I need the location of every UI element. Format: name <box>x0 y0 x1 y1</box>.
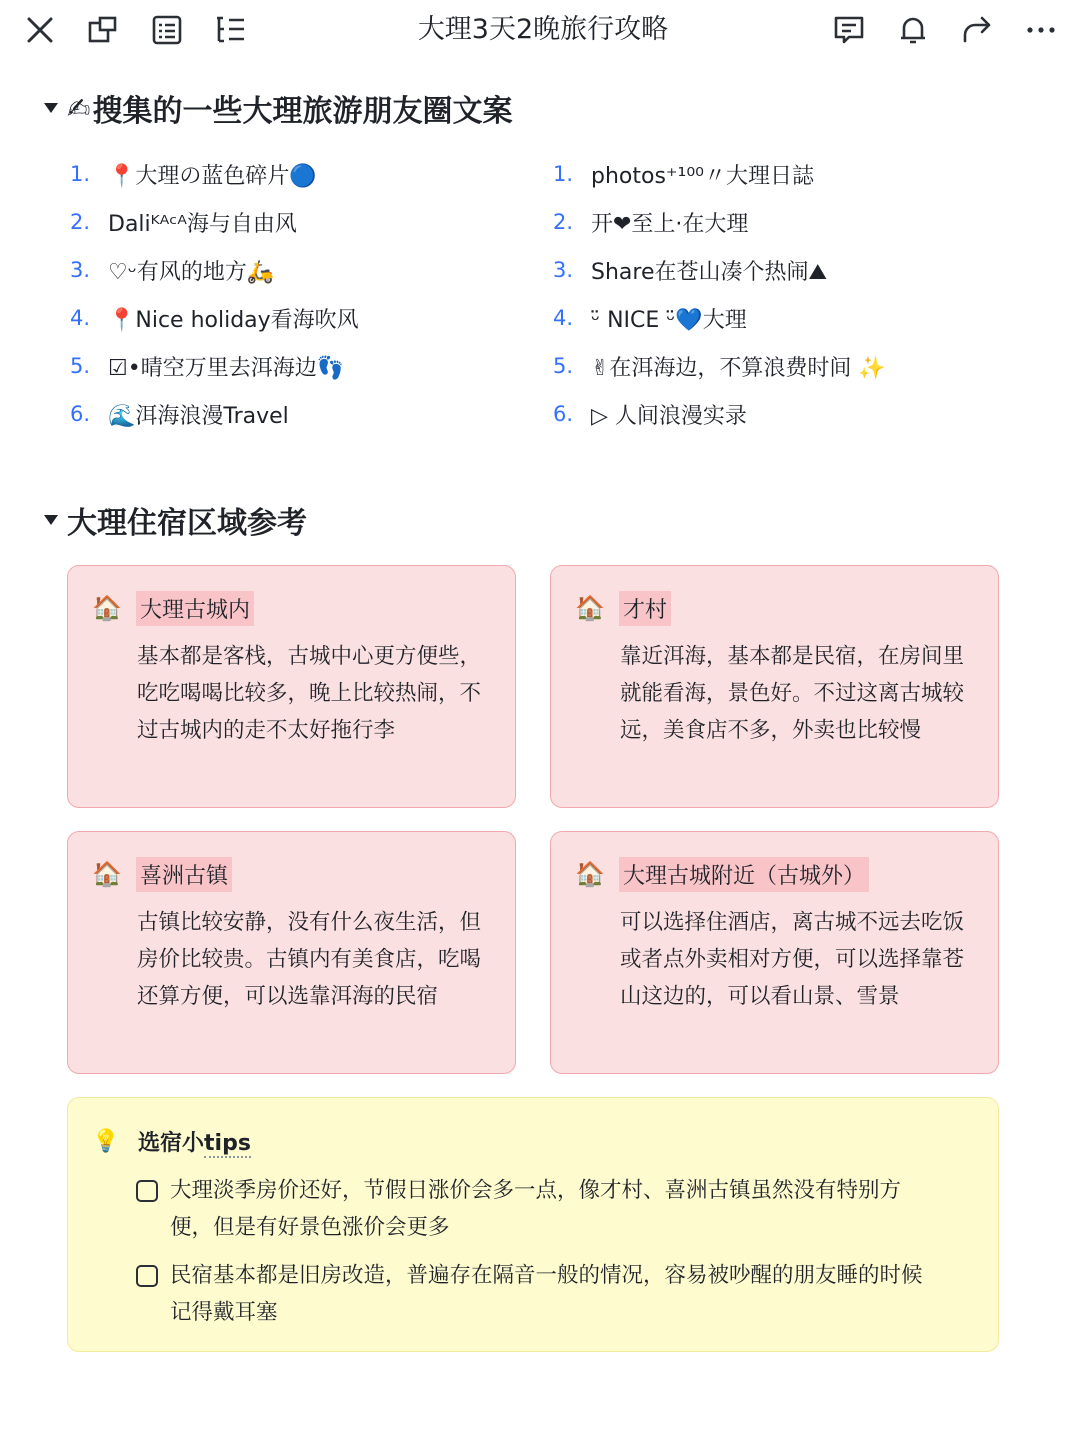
caption-list-left <box>70 150 359 438</box>
list-item: 4. ᵕ̈ NICE ᵕ̈💙大理 <box>553 306 747 333</box>
card-body: 古镇比较安静，没有什么夜生活，但房价比较贵。古镇内有美食店，吃喝还算方便，可以选靠洱海的民宿 <box>137 910 482 1009</box>
caption-list-right <box>553 150 886 438</box>
new-window-icon[interactable] <box>85 12 121 48</box>
top-bar <box>0 0 1080 62</box>
table-of-contents-icon[interactable] <box>213 12 249 48</box>
heading-text: 搜集的一些大理旅游朋友圈文案 <box>92 94 513 129</box>
page-title: 大理3天2晚旅行攻略 <box>417 14 669 45</box>
callout-card-old-town <box>67 565 516 808</box>
light-bulb-icon: 💡 <box>92 1128 120 1154</box>
house-icon: 🏠 <box>575 860 605 888</box>
section-heading-lodging <box>44 497 307 543</box>
list-item: 3. ♡ᵕ有风的地方🛵 <box>70 258 275 285</box>
card-title: 喜洲古镇 <box>136 857 232 892</box>
todo-text: 大理淡季房价还好，节假日涨价会多一点，像才村、喜洲古镇虽然没有特别方便，但是有好景色涨价会更多 <box>170 1178 902 1240</box>
todo-item <box>136 1172 926 1246</box>
card-title: 才村 <box>619 591 671 626</box>
document-outline-icon[interactable] <box>149 12 185 48</box>
tips-title: 选宿小tips <box>138 1130 251 1156</box>
callout-card-caicun <box>550 565 999 808</box>
close-icon[interactable] <box>22 12 58 48</box>
todo-checkbox[interactable] <box>136 1180 158 1202</box>
card-title: 大理古城附近（古城外） <box>619 857 869 892</box>
share-icon[interactable] <box>959 12 995 48</box>
list-item: 1. 📍大理の蓝色碎片🔵 <box>70 162 317 189</box>
card-body: 可以选择住酒店，离古城不远去吃饭或者点外卖相对方便，可以选择靠苍山这边的，可以看山景、雪景 <box>620 910 965 1009</box>
more-options-icon[interactable] <box>1023 12 1059 48</box>
callout-card-near-old-town <box>550 831 999 1074</box>
notification-bell-icon[interactable] <box>895 12 931 48</box>
house-icon: 🏠 <box>92 860 122 888</box>
card-body: 靠近洱海，基本都是民宿，在房间里就能看海，景色好。不过这离古城较远，美食店不多，外卖也比较慢 <box>620 644 965 743</box>
section-heading-captions <box>44 85 512 131</box>
list-item: 2. 开❤至上·在大理 <box>553 210 749 237</box>
list-item: 3. Share在苍山凑个热闹⛰ <box>553 258 827 285</box>
list-item: 2. Daliᴷᴬᶜᴬ海与自由风 <box>70 210 297 237</box>
card-title: 大理古城内 <box>136 591 254 626</box>
callout-card-xizhou <box>67 831 516 1074</box>
house-icon: 🏠 <box>92 594 122 622</box>
list-item: 6. ▷ 人间浪漫实录 <box>553 402 747 429</box>
list-item: 4. 📍Nice holiday看海吹风 <box>70 306 359 333</box>
list-item: 5. ✌在洱海边，不算浪费时间 ✨ <box>553 354 886 381</box>
list-item: 1. photos⁺¹⁰⁰〃大理日誌 <box>553 162 814 189</box>
list-item: 5. ☑•晴空万里去洱海边👣 <box>70 354 345 381</box>
todo-checkbox[interactable] <box>136 1265 158 1287</box>
list-item: 6. 🌊洱海浪漫Travel <box>70 402 289 429</box>
writing-hand-icon: ✍ <box>67 91 91 125</box>
card-body: 基本都是客栈，古城中心更方便些，吃吃喝喝比较多，晚上比较热闹，不过古城内的走不太好拖行李 <box>137 644 482 743</box>
collapse-caret-icon[interactable] <box>44 103 58 113</box>
comment-icon[interactable] <box>831 12 867 48</box>
todo-text: 民宿基本都是旧房改造，普遍存在隔音一般的情况，容易被吵醒的朋友睡的时候记得戴耳塞 <box>170 1263 923 1325</box>
collapse-caret-icon[interactable] <box>44 515 58 525</box>
tips-callout <box>67 1097 999 1352</box>
heading-text: 大理住宿区域参考 <box>67 506 307 541</box>
house-icon: 🏠 <box>575 594 605 622</box>
todo-item <box>136 1257 926 1331</box>
